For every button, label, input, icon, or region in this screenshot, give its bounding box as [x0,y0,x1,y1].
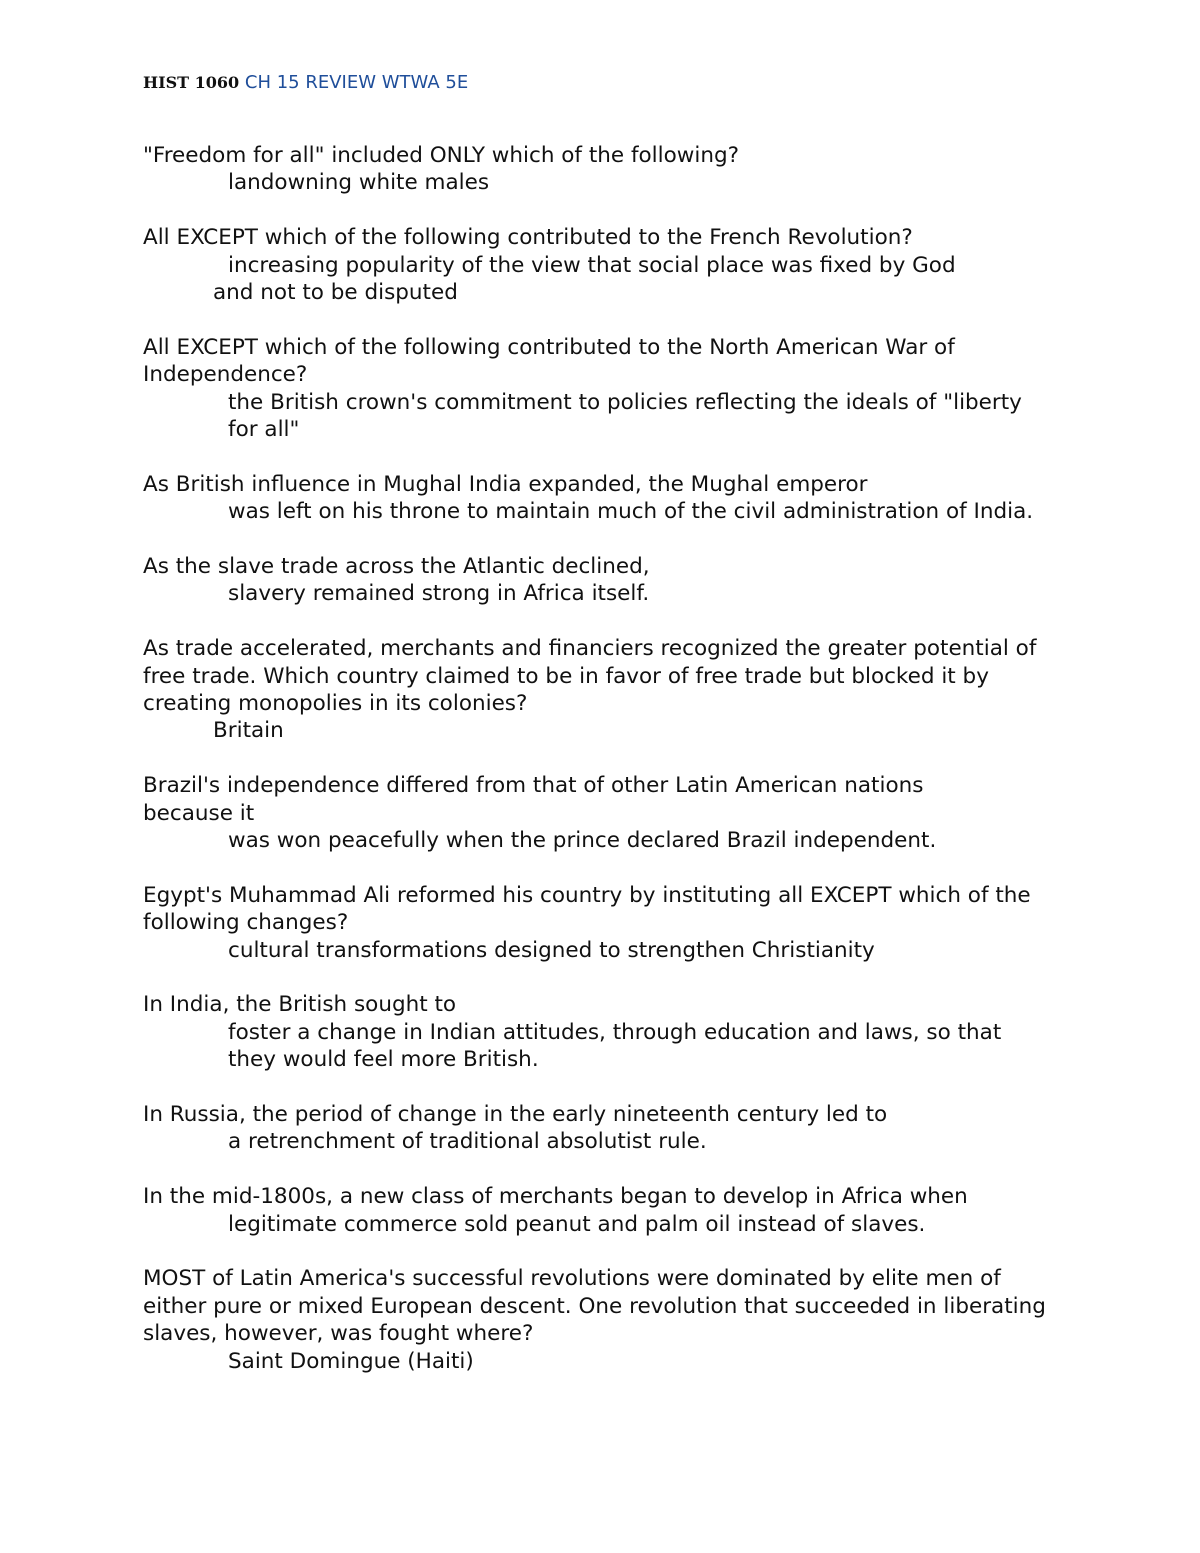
question-text: As trade accelerated, merchants and financiers recognized the greater potential of free trade. Which country claimed to be in favor of free trade but blocked it by creating monopolies in its colonies? [143,636,1037,717]
question-text: Brazil's independence differed from that of other Latin American nations because it [143,773,924,826]
chapter-title: CH 15 REVIEW WTWA 5E [244,72,469,93]
question-item-10 [143,1101,1063,1156]
question-text: As British influence in Mughal India expanded, the Mughal emperor [143,471,868,497]
question-text: As the slave trade across the Atlantic declined, [143,554,650,580]
question-item-5 [143,553,1063,608]
answer-text: landowning white males [228,170,490,196]
answer-text: cultural transformations designed to strengthen Christianity [228,937,875,963]
answer-text-continued: and not to be disputed [213,280,458,306]
question-item-1 [143,142,1063,197]
question-item-12 [143,1265,1063,1375]
question-text: In India, the British sought to [143,992,457,1018]
question-text: "Freedom for all" included ONLY which of the following? [143,143,740,168]
question-item-2 [143,224,1063,306]
answer-text: slavery remained strong in Africa itself. [228,581,650,607]
answer-text: Saint Domingue (Haiti) [228,1348,474,1374]
answer-text: increasing popularity of the view that social place was fixed by God [228,252,956,278]
answer-text: was won peacefully when the prince declared Brazil independent. [228,828,937,854]
course-code: HIST 1060 [143,73,240,92]
answer-text: foster a change in Indian attitudes, through education and laws, so that they would feel more British. [228,1019,1002,1073]
answer-text: the British crown's commitment to policies reflecting the ideals of "liberty for all" [228,389,1022,443]
answer-text: was left on his throne to maintain much of the civil administration of India. [228,499,1034,525]
question-text: All EXCEPT which of the following contributed to the North American War of Independence? [143,334,955,388]
review-questions [143,142,1063,1403]
question-item-6 [143,635,1063,745]
question-item-11 [143,1183,1063,1238]
answer-text: Britain [213,718,284,744]
question-text: All EXCEPT which of the following contributed to the French Revolution? [143,225,913,251]
question-item-9 [143,991,1063,1073]
question-item-3 [143,334,1063,444]
question-item-8 [143,882,1063,964]
answer-text: a retrenchment of traditional absolutist rule. [228,1129,707,1155]
question-item-7 [143,772,1063,854]
question-item-4 [143,471,1063,526]
document-header [143,70,468,96]
answer-text: legitimate commerce sold peanut and palm oil instead of slaves. [228,1211,926,1237]
question-text: In Russia, the period of change in the early nineteenth century led to [143,1102,888,1128]
question-text: Egypt's Muhammad Ali reformed his country by instituting all EXCEPT which of the following changes? [143,882,1031,936]
question-text: MOST of Latin America's successful revolutions were dominated by elite men of either pure or mixed European descent. One revolution that succeeded in liberating slaves, however, was fought where? [143,1266,1046,1347]
question-text: In the mid-1800s, a new class of merchants began to develop in Africa when [143,1184,968,1210]
